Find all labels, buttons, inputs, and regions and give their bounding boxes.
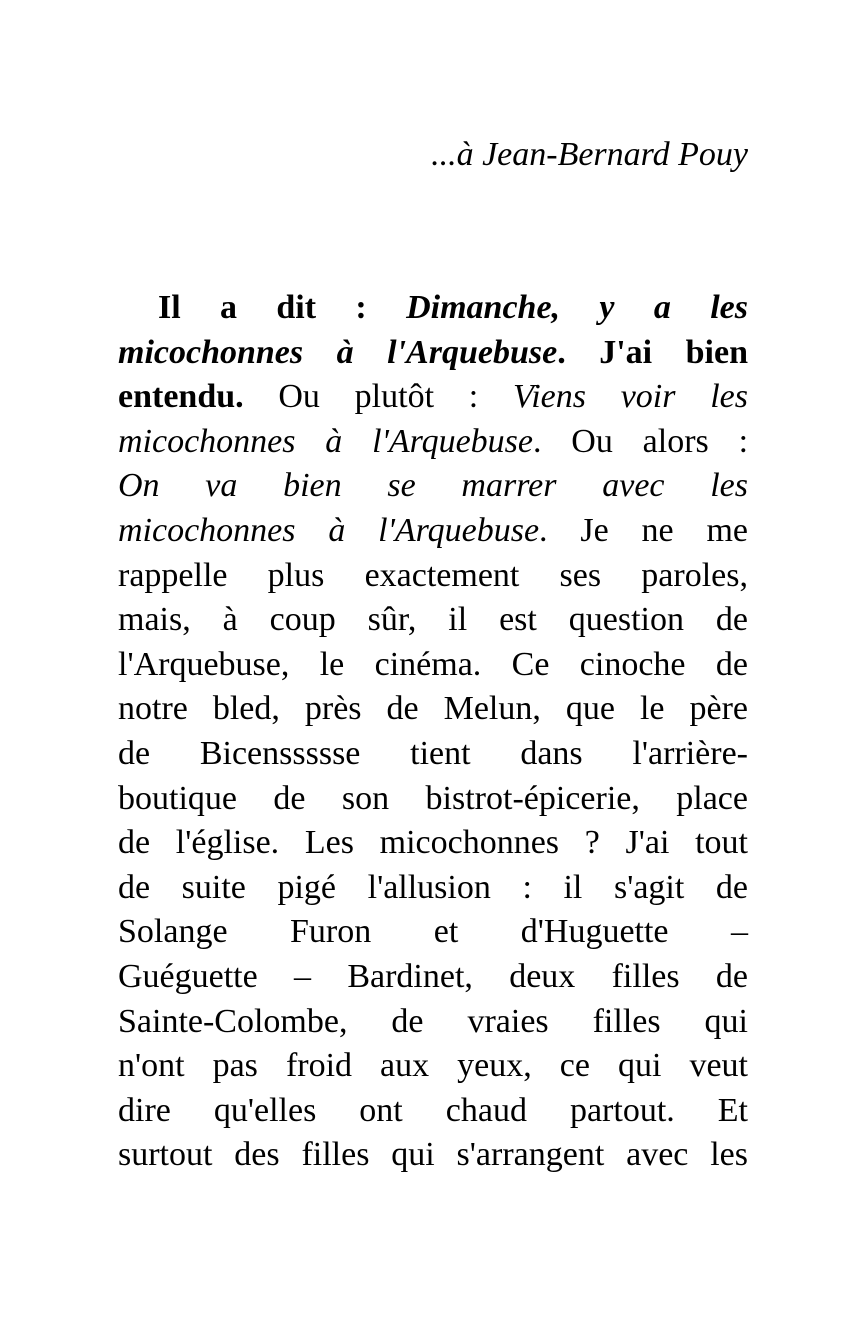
text-run: de l'église. Les micochonnes ? J'ai tout bbox=[118, 824, 748, 862]
text-run: Guéguette – Bardinet, deux filles de bbox=[118, 957, 748, 995]
text-run: notre bled, près de Melun, que le père bbox=[118, 690, 748, 728]
text-line bbox=[118, 420, 748, 465]
text-line bbox=[118, 1089, 748, 1134]
text-run: l'Arquebuse, le cinéma. Ce cinoche de bbox=[118, 645, 748, 683]
text-run: de suite pigé l'allusion : il s'agit de bbox=[118, 868, 748, 906]
text-run: dire qu'elles ont chaud partout. Et bbox=[118, 1091, 748, 1129]
text-run: Il a dit : bbox=[158, 289, 407, 326]
text-line bbox=[118, 1044, 748, 1089]
text-run: Viens voir les bbox=[512, 378, 748, 416]
text-line bbox=[118, 687, 748, 732]
text-line bbox=[118, 821, 748, 866]
text-run: . Je ne me bbox=[539, 511, 749, 549]
text-line bbox=[118, 375, 748, 420]
text-line bbox=[118, 732, 748, 777]
text-run: micochonnes à l'Arquebuse bbox=[118, 333, 558, 371]
text-run: Solange Furon et d'Huguette – bbox=[118, 913, 748, 951]
text-run: de Bicenssssse tient dans l'arrière- bbox=[118, 734, 748, 772]
text-line bbox=[118, 1133, 748, 1178]
text-line bbox=[118, 1000, 748, 1045]
text-line bbox=[118, 777, 748, 822]
text-run: mais, à coup sûr, il est question de bbox=[118, 601, 748, 639]
text-line bbox=[118, 955, 748, 1000]
text-run: . J'ai bien bbox=[557, 333, 748, 371]
text-run: Dimanche, y a les bbox=[406, 289, 748, 326]
text-run: rappelle plus exactement ses paroles, bbox=[118, 556, 748, 594]
dedication: ...à Jean-Bernard Pouy bbox=[431, 136, 748, 173]
text-line bbox=[118, 331, 748, 376]
text-run: Ou plutôt : bbox=[243, 378, 513, 416]
text-line bbox=[118, 866, 748, 911]
text-line bbox=[118, 286, 748, 331]
text-line bbox=[118, 509, 748, 554]
text-run: Sainte-Colombe, de vraies filles qui bbox=[118, 1002, 748, 1040]
text-run: boutique de son bistrot-épicerie, place bbox=[118, 779, 748, 817]
text-run: micochonnes à l'Arquebuse bbox=[118, 422, 533, 460]
text-line bbox=[118, 910, 748, 955]
text-line bbox=[118, 598, 748, 643]
text-line bbox=[118, 464, 748, 509]
text-run: n'ont pas froid aux yeux, ce qui veut bbox=[118, 1047, 748, 1085]
text-run: entendu. bbox=[118, 378, 244, 416]
text-run: On va bien se marrer avec les bbox=[118, 467, 748, 505]
text-run: micochonnes à l'Arquebuse bbox=[118, 511, 540, 549]
paragraph bbox=[118, 286, 748, 1178]
text-run: . Ou alors : bbox=[533, 422, 749, 460]
text-run: surtout des filles qui s'arrangent avec les bbox=[118, 1136, 748, 1174]
text-line bbox=[118, 643, 748, 688]
text-line bbox=[118, 554, 748, 599]
